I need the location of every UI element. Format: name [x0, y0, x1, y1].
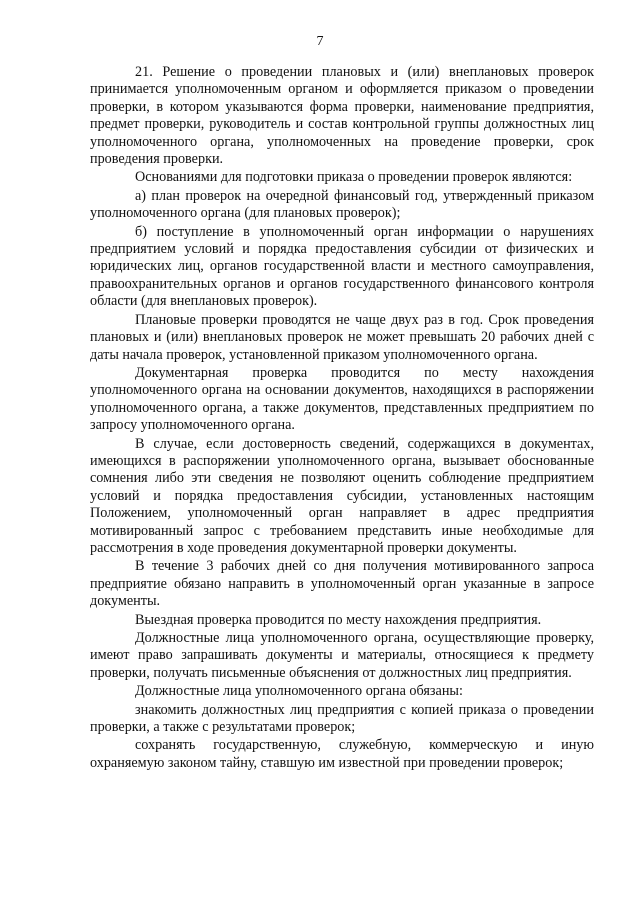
- paragraph-officials-rights: Должностные лица уполномоченного органа, осуществляющие проверку, имеют право запрашивать документы и материалы, относящиеся к предмету проверки, получать письменные объяснения от должностных лиц предприятия.: [90, 630, 594, 681]
- page-number: 7: [316, 34, 324, 49]
- paragraph-planned-checks: Плановые проверки проводятся не чаще двух раз в год. Срок проведения плановых и (или) внеплановых проверок не может превышать 20 рабочих дней с даты начала проверок, установленной приказом уполномоченного органа.: [90, 311, 594, 363]
- paragraph-grounds: Основаниями для подготовки приказа о проведении проверок являются:: [135, 169, 573, 186]
- paragraph-three-days: В течение 3 рабочих дней со дня получения мотивированного запроса предприятие обязано направить в уполномоченный орган указанные в запросе документы.: [90, 558, 594, 610]
- paragraph-duty-inform: знакомить должностных лиц предприятия с копией приказа о проведении проверки, а также с результатами проверок;: [90, 701, 594, 736]
- paragraph-grounds-b: б) поступление в уполномоченный орган информации о нарушениях предприятием условий и порядка предоставления субсидии от физических и юридических лиц, органов государственной власти и местного самоуправления, правоохранительных органов и органов государственного финансового контроля области (для внеплановых проверок).: [90, 223, 594, 310]
- paragraph-21-decision: 21. Решение о проведении плановых и (или) внеплановых проверок принимается уполномоченным органом и оформляется приказом о проведении проверки, в котором указываются форма проверки, наименование предприятия, предмет проверки, руководитель и состав контрольной группы должностных лиц уполномоченного органа, уполномоченных на проведение проверки, срок проведения проверки.: [90, 64, 594, 168]
- paragraph-duty-secrecy: сохранять государственную, служебную, коммерческую и иную охраняемую законом тайну, ставшую им известной при проведении проверок;: [90, 737, 594, 771]
- paragraph-grounds-a: а) план проверок на очередной финансовый год, утвержденный приказом уполномоченного органа (для плановых проверок);: [90, 187, 594, 222]
- paragraph-field-check: Выездная проверка проводится по месту нахождения предприятия.: [135, 611, 542, 628]
- paragraph-officials-duties: Должностные лица уполномоченного органа обязаны:: [135, 683, 463, 700]
- paragraph-doubts-request: В случае, если достоверность сведений, содержащихся в документах, имеющихся в распоряжении уполномоченного органа, вызывает обоснованные сомнения либо эти сведения не позволяют оценить соблюдение предприятием условий и порядка предоставления субсидии, установленных настоящим Положением, уполномоченный орган направляет в адрес предприятия мотивированный запрос с требованием представить иные необходимые для рассмотрения в ходе проведения документарной проверки документы.: [90, 435, 594, 556]
- paragraph-documentary-check: Документарная проверка проводится по месту нахождения уполномоченного органа на основании документов, находящихся в распоряжении уполномоченного органа, а также документов, представленных предприятием по запросу уполномоченного органа.: [90, 364, 594, 434]
- document-body: [90, 64, 594, 772]
